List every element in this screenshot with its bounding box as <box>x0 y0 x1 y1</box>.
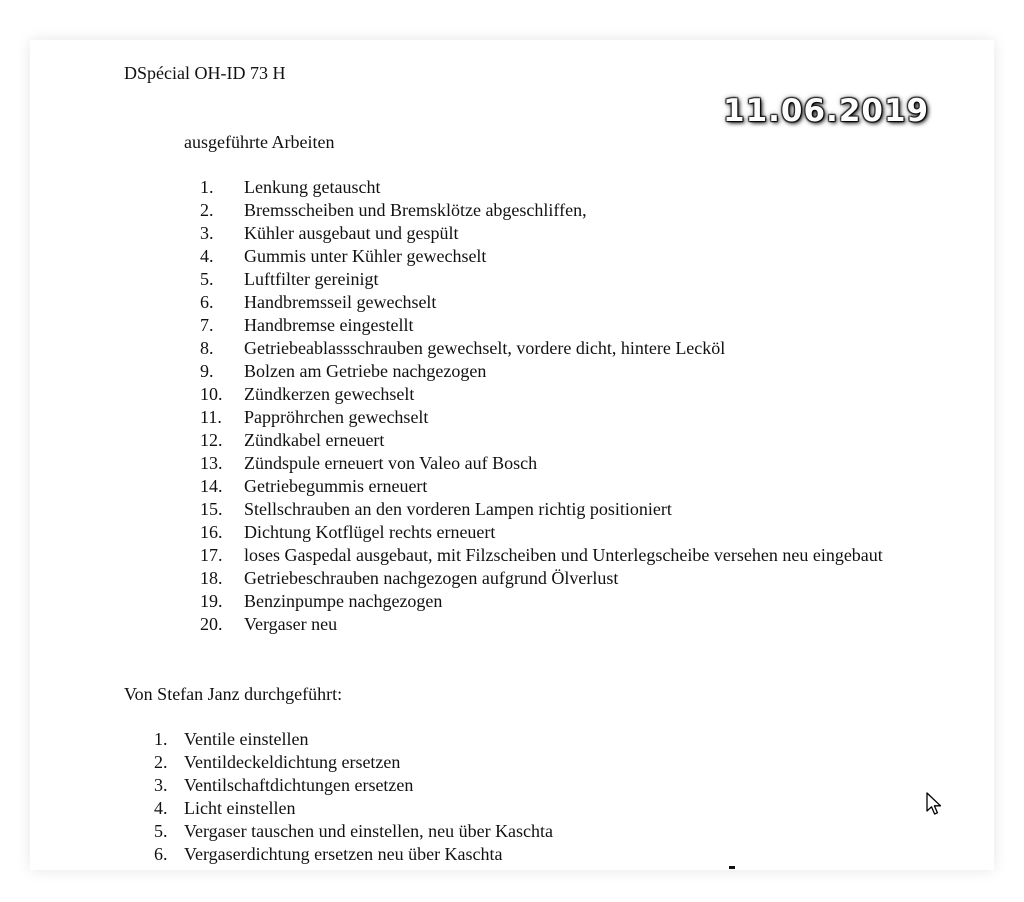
list-item <box>200 268 890 291</box>
date-stamp: 11.06.2019 <box>723 93 930 129</box>
list-item-number: 4. <box>154 798 168 818</box>
list-item-text: Zündkabel erneuert <box>244 430 385 450</box>
list-item <box>200 452 890 475</box>
list-item-number: 15. <box>200 499 223 519</box>
list-item-number: 1. <box>200 177 214 197</box>
list-item-text: Gummis unter Kühler gewechselt <box>244 246 487 266</box>
list-item-text: Zündkerzen gewechselt <box>244 384 415 404</box>
section-heading-work-done: ausgeführte Arbeiten <box>184 132 335 152</box>
list-item <box>200 567 890 590</box>
stray-mark <box>729 866 735 869</box>
list-item-number: 10. <box>200 384 223 404</box>
list-item-text: Pappröhrchen gewechselt <box>244 407 429 427</box>
list-item-number: 13. <box>200 453 223 473</box>
list-item <box>200 314 890 337</box>
list-item <box>150 751 830 774</box>
list-item <box>150 797 830 820</box>
list-item-number: 9. <box>200 361 214 381</box>
list-item-text: Zündspule erneuert von Valeo auf Bosch <box>244 453 538 473</box>
list-item-text: Ventilschaftdichtungen ersetzen <box>184 775 414 795</box>
list-item-text: Bremsscheiben und Bremsklötze abgeschliffen, <box>244 200 587 220</box>
list-item-text: Kühler ausgebaut und gespült <box>244 223 459 243</box>
list-item-text: Licht einstellen <box>184 798 296 818</box>
list-item <box>150 728 830 751</box>
list-item-text: Getriebeschrauben nachgezogen aufgrund Ölverlust <box>244 568 619 588</box>
list-item-text: Getriebegummis erneuert <box>244 476 428 496</box>
list-item-number: 14. <box>200 476 223 496</box>
list-item-text: Benzinpumpe nachgezogen <box>244 591 443 611</box>
list-item-text: Getriebeablassschrauben gewechselt, vordere dicht, hintere Lecköl <box>244 338 726 358</box>
list-item-text: Handbremse eingestellt <box>244 315 414 335</box>
list-item <box>200 406 890 429</box>
list-item-number: 6. <box>200 292 214 312</box>
list-item-number: 7. <box>200 315 214 335</box>
list-item-text: Lenkung getauscht <box>244 177 381 197</box>
list-item-number: 11. <box>200 407 222 427</box>
section-heading-stefan-janz: Von Stefan Janz durchgeführt: <box>124 684 343 704</box>
list-item-number: 12. <box>200 430 223 450</box>
list-item <box>200 199 890 222</box>
list-item-number: 20. <box>200 614 223 634</box>
list-item-number: 4. <box>200 246 214 266</box>
list-item-text: Stellschrauben an den vorderen Lampen richtig positioniert <box>244 499 672 519</box>
list-item-number: 3. <box>200 223 214 243</box>
list-item <box>150 774 830 797</box>
list-item-number: 19. <box>200 591 223 611</box>
list-item-number: 1. <box>154 729 168 749</box>
work-done-list <box>200 176 890 636</box>
list-item-number: 8. <box>200 338 214 358</box>
list-item-text: Vergaser tauschen und einstellen, neu über Kaschta <box>184 821 554 841</box>
document-title: DSpécial OH-ID 73 H <box>124 63 286 83</box>
list-item-text: Luftfilter gereinigt <box>244 269 379 289</box>
list-item-number: 6. <box>154 844 168 864</box>
list-item <box>200 613 890 636</box>
list-item-text: Ventildeckeldichtung ersetzen <box>184 752 401 772</box>
list-item-number: 18. <box>200 568 223 588</box>
list-item-text: Vergaser neu <box>244 614 338 634</box>
list-item-number: 5. <box>200 269 214 289</box>
list-item-text: Ventile einstellen <box>184 729 309 749</box>
list-item <box>200 383 890 406</box>
list-item <box>200 176 890 199</box>
list-item-text: Handbremsseil gewechselt <box>244 292 437 312</box>
list-item <box>200 521 890 544</box>
list-item-text: loses Gaspedal ausgebaut, mit Filzscheiben und Unterlegscheibe versehen neu eingebaut <box>244 545 883 565</box>
list-item <box>200 337 890 360</box>
list-item <box>200 291 890 314</box>
list-item-number: 17. <box>200 545 223 565</box>
list-item-number: 2. <box>200 200 214 220</box>
list-item <box>200 475 890 498</box>
list-item-number: 2. <box>154 752 168 772</box>
list-item <box>200 222 890 245</box>
list-item-text: Bolzen am Getriebe nachgezogen <box>244 361 487 381</box>
mouse-pointer-icon <box>926 792 944 816</box>
list-item <box>200 544 890 567</box>
list-item-number: 3. <box>154 775 168 795</box>
list-item <box>200 245 890 268</box>
list-item <box>200 429 890 452</box>
list-item <box>200 360 890 383</box>
list-item-number: 5. <box>154 821 168 841</box>
list-item <box>150 843 830 866</box>
list-item <box>150 820 830 843</box>
list-item <box>200 590 890 613</box>
list-item-number: 16. <box>200 522 223 542</box>
list-item-text: Vergaserdichtung ersetzen neu über Kaschta <box>184 844 503 864</box>
list-item-text: Dichtung Kotflügel rechts erneuert <box>244 522 496 542</box>
list-item <box>200 498 890 521</box>
stefan-janz-list <box>150 728 830 866</box>
